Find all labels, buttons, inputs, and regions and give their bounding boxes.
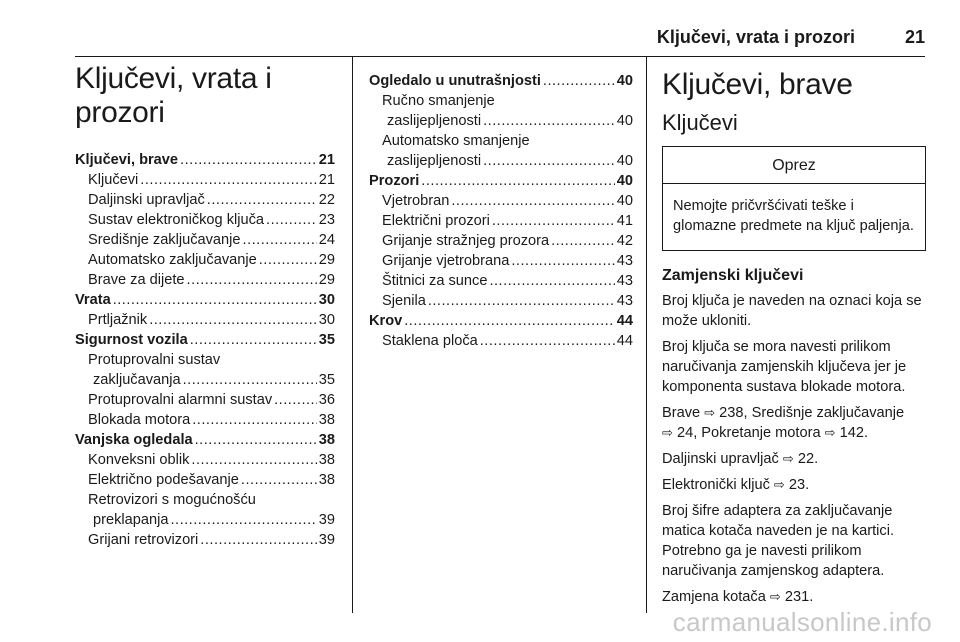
table-of-contents xyxy=(369,71,633,351)
reference-arrow-icon: ⇨ xyxy=(782,451,794,466)
table-of-contents xyxy=(75,150,335,550)
header-rule xyxy=(75,56,925,57)
toc-entry-multiline[interactable]: Automatsko smanjenje zaslijepljenosti ..... 40 xyxy=(369,131,633,171)
caution-title: Oprez xyxy=(663,147,925,184)
toc-entry[interactable]: Sustav elektroničkog ključa ..... 23 xyxy=(75,210,335,230)
toc-entry[interactable]: Daljinski upravljač ..... 22 xyxy=(75,190,335,210)
toc-column-2 xyxy=(369,71,633,351)
reference-arrow-icon: ⇨ xyxy=(824,425,836,440)
reference-arrow-icon: ⇨ xyxy=(662,425,673,440)
toc-column-1 xyxy=(75,62,335,550)
section-title: Ključevi, brave xyxy=(662,68,853,101)
toc-entry[interactable]: Štitnici za sunce ..... 43 xyxy=(369,271,633,291)
page-reference[interactable]: 22 xyxy=(797,451,815,467)
subsection-title: Ključevi xyxy=(662,110,738,135)
section-heading: Zamjenski ključevi xyxy=(662,267,804,284)
paragraph: Broj šifre adaptera za zaključavanje matica kotača naveden je na kartici. Potrebno ga je navesti prilikom naručivanja zamjenskog adaptera. xyxy=(662,503,895,579)
reference-arrow-icon: ⇨ xyxy=(704,405,716,420)
toc-entry[interactable]: Električno podešavanje ..... 38 xyxy=(75,470,335,490)
chapter-title: Ključevi, vrata i prozori xyxy=(75,62,272,129)
toc-entry-multiline[interactable]: Retrovizori s mogućnošću preklapanja ..... 39 xyxy=(75,490,335,530)
column-divider xyxy=(646,57,647,613)
toc-entry[interactable]: Brave za dijete ..... 29 xyxy=(75,270,335,290)
paragraph-with-references: Zamjena kotača ⇨ 231. xyxy=(662,589,814,605)
running-title: Ključevi, vrata i prozori xyxy=(656,27,855,47)
paragraph-with-references: Brave ⇨ 238, Središnje zaključavanje ⇨ 24, Pokretanje motora ⇨ 142. xyxy=(662,405,905,441)
reference-arrow-icon: ⇨ xyxy=(773,477,785,492)
caution-box xyxy=(662,146,926,251)
page-reference[interactable]: 238 xyxy=(719,405,744,421)
toc-entry[interactable]: Vjetrobran ..... 40 xyxy=(369,191,633,211)
toc-entry-multiline[interactable]: Protuprovalni sustav zaključavanja ..... 35 xyxy=(75,350,335,390)
toc-entry-main[interactable]: Prozori ..... 40 xyxy=(369,171,633,191)
paragraph: Broj ključa je naveden na oznaci koja se može ukloniti. xyxy=(662,293,922,329)
watermark: carmanualsonline.info xyxy=(672,607,932,637)
toc-entry[interactable]: Automatsko zaključavanje ..... 29 xyxy=(75,250,335,270)
toc-entry[interactable]: Konveksni oblik ..... 38 xyxy=(75,450,335,470)
toc-entry[interactable]: Središnje zaključavanje ..... 24 xyxy=(75,230,335,250)
paragraph-with-references: Elektronički ključ ⇨ 23. xyxy=(662,477,810,493)
toc-entry[interactable]: Staklena ploča ..... 44 xyxy=(369,331,633,351)
toc-entry-main[interactable]: Ključevi, brave ..... 21 xyxy=(75,150,335,170)
toc-entry-multiline[interactable]: Ručno smanjenje zaslijepljenosti ..... 40 xyxy=(369,91,633,131)
page-number: 21 xyxy=(904,27,925,47)
toc-entry[interactable]: Električni prozori ..... 41 xyxy=(369,211,633,231)
toc-entry[interactable]: Protuprovalni alarmni sustav ..... 36 xyxy=(75,390,335,410)
page-reference[interactable]: 24 xyxy=(676,425,694,441)
toc-entry-main[interactable]: Sigurnost vozila ..... 35 xyxy=(75,330,335,350)
page-reference[interactable]: 231 xyxy=(784,589,810,605)
page-reference[interactable]: 142 xyxy=(839,425,864,441)
toc-entry[interactable]: Grijanje vjetrobrana ..... 43 xyxy=(369,251,633,271)
paragraph: Broj ključa se mora navesti prilikom naručivanja zamjenskih ključeva jer je komponenta sustava blokade motora. xyxy=(662,339,907,395)
toc-entry[interactable]: Grijanje stražnjeg prozora ..... 42 xyxy=(369,231,633,251)
toc-entry[interactable]: Blokada motora ..... 38 xyxy=(75,410,335,430)
column-divider xyxy=(352,57,353,613)
reference-arrow-icon: ⇨ xyxy=(769,589,781,604)
toc-entry-main[interactable]: Vanjska ogledala ..... 38 xyxy=(75,430,335,450)
toc-entry-main[interactable]: Ogledalo u unutrašnjosti ..... 40 xyxy=(369,71,633,91)
toc-entry[interactable]: Sjenila ..... 43 xyxy=(369,291,633,311)
toc-entry[interactable]: Prtljažnik ..... 30 xyxy=(75,310,335,330)
content-column xyxy=(662,68,926,613)
toc-entry[interactable]: Grijani retrovizori ..... 39 xyxy=(75,530,335,550)
toc-entry[interactable]: Ključevi ..... 21 xyxy=(75,170,335,190)
toc-entry-main[interactable]: Krov ..... 44 xyxy=(369,311,633,331)
caution-text: Nemojte pričvršćivati teške i glomazne predmete na ključ paljenja. xyxy=(673,198,914,234)
toc-entry-main[interactable]: Vrata ..... 30 xyxy=(75,290,335,310)
paragraph-with-references: Daljinski upravljač ⇨ 22. xyxy=(662,451,819,467)
running-header xyxy=(75,27,925,55)
page-reference[interactable]: 23 xyxy=(788,477,806,493)
